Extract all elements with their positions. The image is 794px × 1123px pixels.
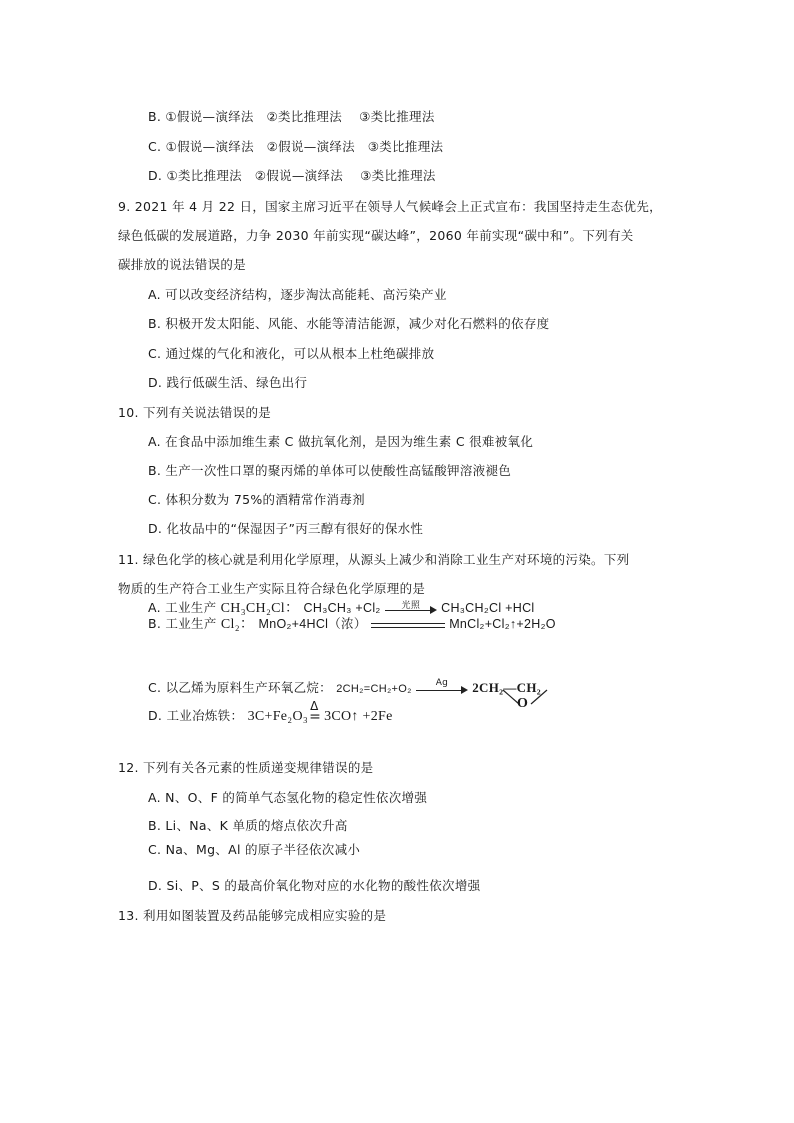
q10-option-b: B. 生产一次性口罩的聚丙烯的单体可以使酸性高锰酸钾溶液褪色 — [148, 463, 512, 478]
q11-a-target: CH₃CH₂Cl： — [220, 601, 300, 616]
q9-option-a: A. 可以改变经济结构，逐步淘汰高能耗、高污染产业 — [148, 287, 447, 302]
q9-option-d: D. 践行低碳生活、绿色出行 — [148, 375, 308, 390]
q10-option-d: D. 化妆品中的“保湿因子”丙三醇有很好的保水性 — [148, 521, 424, 536]
q11-d-lhs: 3C+Fe₂O₃ — [247, 709, 309, 724]
q12-option-c: C. Na、Mg、Al 的原子半径依次减小 — [148, 842, 361, 857]
q11-stem-line2: 物质的生产符合工业生产实际且符合绿色化学原理的是 — [118, 581, 426, 596]
q10-option-a: A. 在食品中添加维生素 C 做抗氧化剂，是因为维生素 C 很难被氧化 — [148, 434, 534, 449]
q11-c-label: C. 以乙烯为原料生产环氧乙烷： — [148, 680, 332, 695]
q11-option-c — [148, 678, 541, 696]
q11-c-rhs: 2CH₂—CH₂ — [472, 680, 541, 695]
q9-stem-line3: 碳排放的说法错误的是 — [118, 257, 247, 272]
q9-stem-line2: 绿色低碳的发展道路，力争 2030 年前实现“碳达峰”，2060 年前实现“碳中和”。下列有关 — [118, 228, 634, 243]
q10-option-c: C. 体积分数为 75%的酒精常作消毒剂 — [148, 492, 365, 507]
q12-option-b: B. Li、Na、K 单质的熔点依次升高 — [148, 818, 348, 833]
q12-option-a: A. N、O、F 的简单气态氢化物的稳定性依次增强 — [148, 790, 428, 805]
q11-d-rhs: 3CO↑ +2Fe — [324, 709, 393, 724]
q11-b-rhs: MnCl₂+Cl₂↑+2H₂O — [449, 617, 556, 631]
q11-c-oxygen: O — [517, 696, 529, 711]
q8-option-c: C. ①假说—演绎法 ②假说—演绎法 ③类比推理法 — [148, 139, 444, 154]
q11-b-equals — [371, 618, 445, 632]
q11-c-lhs: 2CH₂=CH₂+O₂ — [336, 683, 412, 695]
q11-option-b — [148, 613, 556, 633]
q12-stem: 12. 下列有关各元素的性质递变规律错误的是 — [118, 760, 374, 775]
q11-a-condition: 光照 — [401, 600, 421, 611]
q11-a-rhs: CH₃CH₂Cl +HCl — [441, 601, 535, 615]
q11-b-target: Cl₂： — [220, 617, 255, 632]
q11-stem-line1: 11. 绿色化学的核心就是利用化学原理，从源头上减少和消除工业生产对环境的污染。下列 — [118, 552, 630, 567]
q8-option-b: B. ①假说—演绎法 ②类比推理法 ③类比推理法 — [148, 109, 435, 124]
q13-stem: 13. 利用如图装置及药品能够完成相应实验的是 — [118, 908, 387, 923]
q11-option-d — [148, 699, 393, 725]
q11-a-label: A. 工业生产 — [148, 600, 217, 615]
q9-stem-line1: 9. 2021 年 4 月 22 日，国家主席习近平在领导人气候峰会上正式宣布：我国坚持走生态优先， — [118, 199, 662, 214]
q11-a-lhs: CH₃CH₃ +Cl₂ — [303, 601, 381, 615]
q9-option-b: B. 积极开发太阳能、风能、水能等清洁能源，减少对化石燃料的依存度 — [148, 316, 550, 331]
q9-option-c: C. 通过煤的气化和液化，可以从根本上杜绝碳排放 — [148, 346, 435, 361]
q11-d-label: D. 工业冶炼铁： — [148, 708, 244, 723]
q11-b-label: B. 工业生产 — [148, 616, 217, 631]
q11-c-arrow — [416, 677, 468, 696]
q11-d-delta: Δ — [310, 699, 319, 713]
q11-d-equals: = — [309, 709, 322, 725]
q10-stem: 10. 下列有关说法错误的是 — [118, 405, 272, 420]
q8-option-d: D. ①类比推理法 ②假说—演绎法 ③类比推理法 — [148, 168, 436, 183]
q12-option-d: D. Si、P、S 的最高价氧化物对应的水化物的酸性依次增强 — [148, 878, 481, 893]
q11-b-lhs: MnO₂+4HCl（浓） — [258, 617, 367, 631]
q11-d-heat-equals — [308, 699, 324, 725]
q11-c-condition: Ag — [435, 677, 449, 688]
